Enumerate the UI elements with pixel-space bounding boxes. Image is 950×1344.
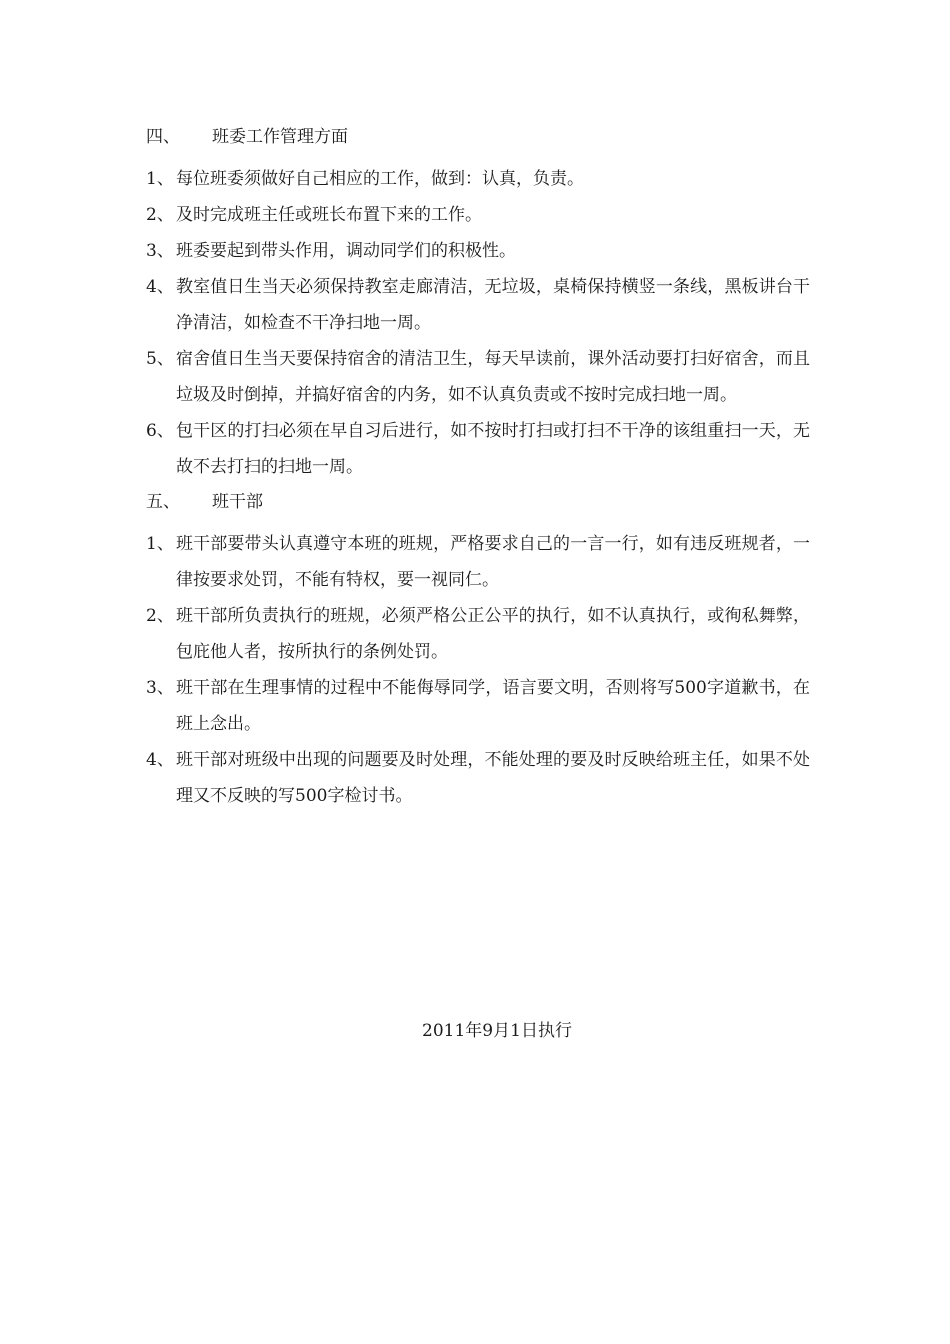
- item-number: 4、: [146, 277, 174, 297]
- item-number: 5、: [146, 349, 174, 369]
- list-item: [146, 742, 810, 814]
- list-item: [146, 197, 810, 233]
- execution-date: 2011年9月1日执行: [422, 1021, 572, 1041]
- item-text: 班干部在生理事情的过程中不能侮辱同学，语言要文明，否则将写500字道歉书，在班上念出。: [176, 678, 810, 734]
- item-text: 班干部对班级中出现的问题要及时处理，不能处理的要及时反映给班主任，如果不处理又不反映的写500字检讨书。: [176, 750, 810, 806]
- item-number: 6、: [146, 421, 174, 441]
- section-heading-5: [146, 489, 810, 516]
- item-text: 每位班委须做好自己相应的工作，做到：认真，负责。: [176, 169, 584, 189]
- section-heading-4: [146, 124, 810, 151]
- list-item: [146, 161, 810, 197]
- item-number: 2、: [146, 606, 174, 626]
- item-number: 1、: [146, 169, 174, 189]
- list-item: [146, 233, 810, 269]
- list-item: [146, 413, 810, 485]
- list-item: [146, 341, 810, 413]
- section-title: 班委工作管理方面: [212, 127, 348, 147]
- item-text: 班委要起到带头作用，调动同学们的积极性。: [176, 241, 516, 261]
- section-title: 班干部: [212, 492, 263, 512]
- list-item: [146, 598, 810, 670]
- item-number: 1、: [146, 534, 174, 554]
- section-number: 五、: [146, 492, 180, 512]
- item-text: 宿舍值日生当天要保持宿舍的清洁卫生，每天早读前，课外活动要打扫好宿舍，而且垃圾及时倒掉，并搞好宿舍的内务，如不认真负责或不按时完成扫地一周。: [176, 349, 810, 405]
- item-number: 3、: [146, 678, 174, 698]
- item-text: 班干部所负责执行的班规，必须严格公正公平的执行，如不认真执行，或徇私舞弊，包庇他人者，按所执行的条例处罚。: [176, 606, 810, 662]
- list-item: [146, 670, 810, 742]
- section-number: 四、: [146, 127, 180, 147]
- list-item: [146, 269, 810, 341]
- item-number: 3、: [146, 241, 174, 261]
- list-item: [146, 526, 810, 598]
- item-text: 及时完成班主任或班长布置下来的工作。: [176, 205, 482, 225]
- item-text: 班干部要带头认真遵守本班的班规，严格要求自己的一言一行，如有违反班规者，一律按要求处罚，不能有特权，要一视同仁。: [176, 534, 810, 590]
- item-number: 4、: [146, 750, 174, 770]
- item-text: 包干区的打扫必须在早自习后进行，如不按时打扫或打扫不干净的该组重扫一天，无故不去打扫的扫地一周。: [176, 421, 810, 477]
- document-body: [146, 124, 810, 814]
- item-text: 教室值日生当天必须保持教室走廊清洁，无垃圾，桌椅保持横竖一条线，黑板讲台干净清洁，如检查不干净扫地一周。: [176, 277, 810, 333]
- item-number: 2、: [146, 205, 174, 225]
